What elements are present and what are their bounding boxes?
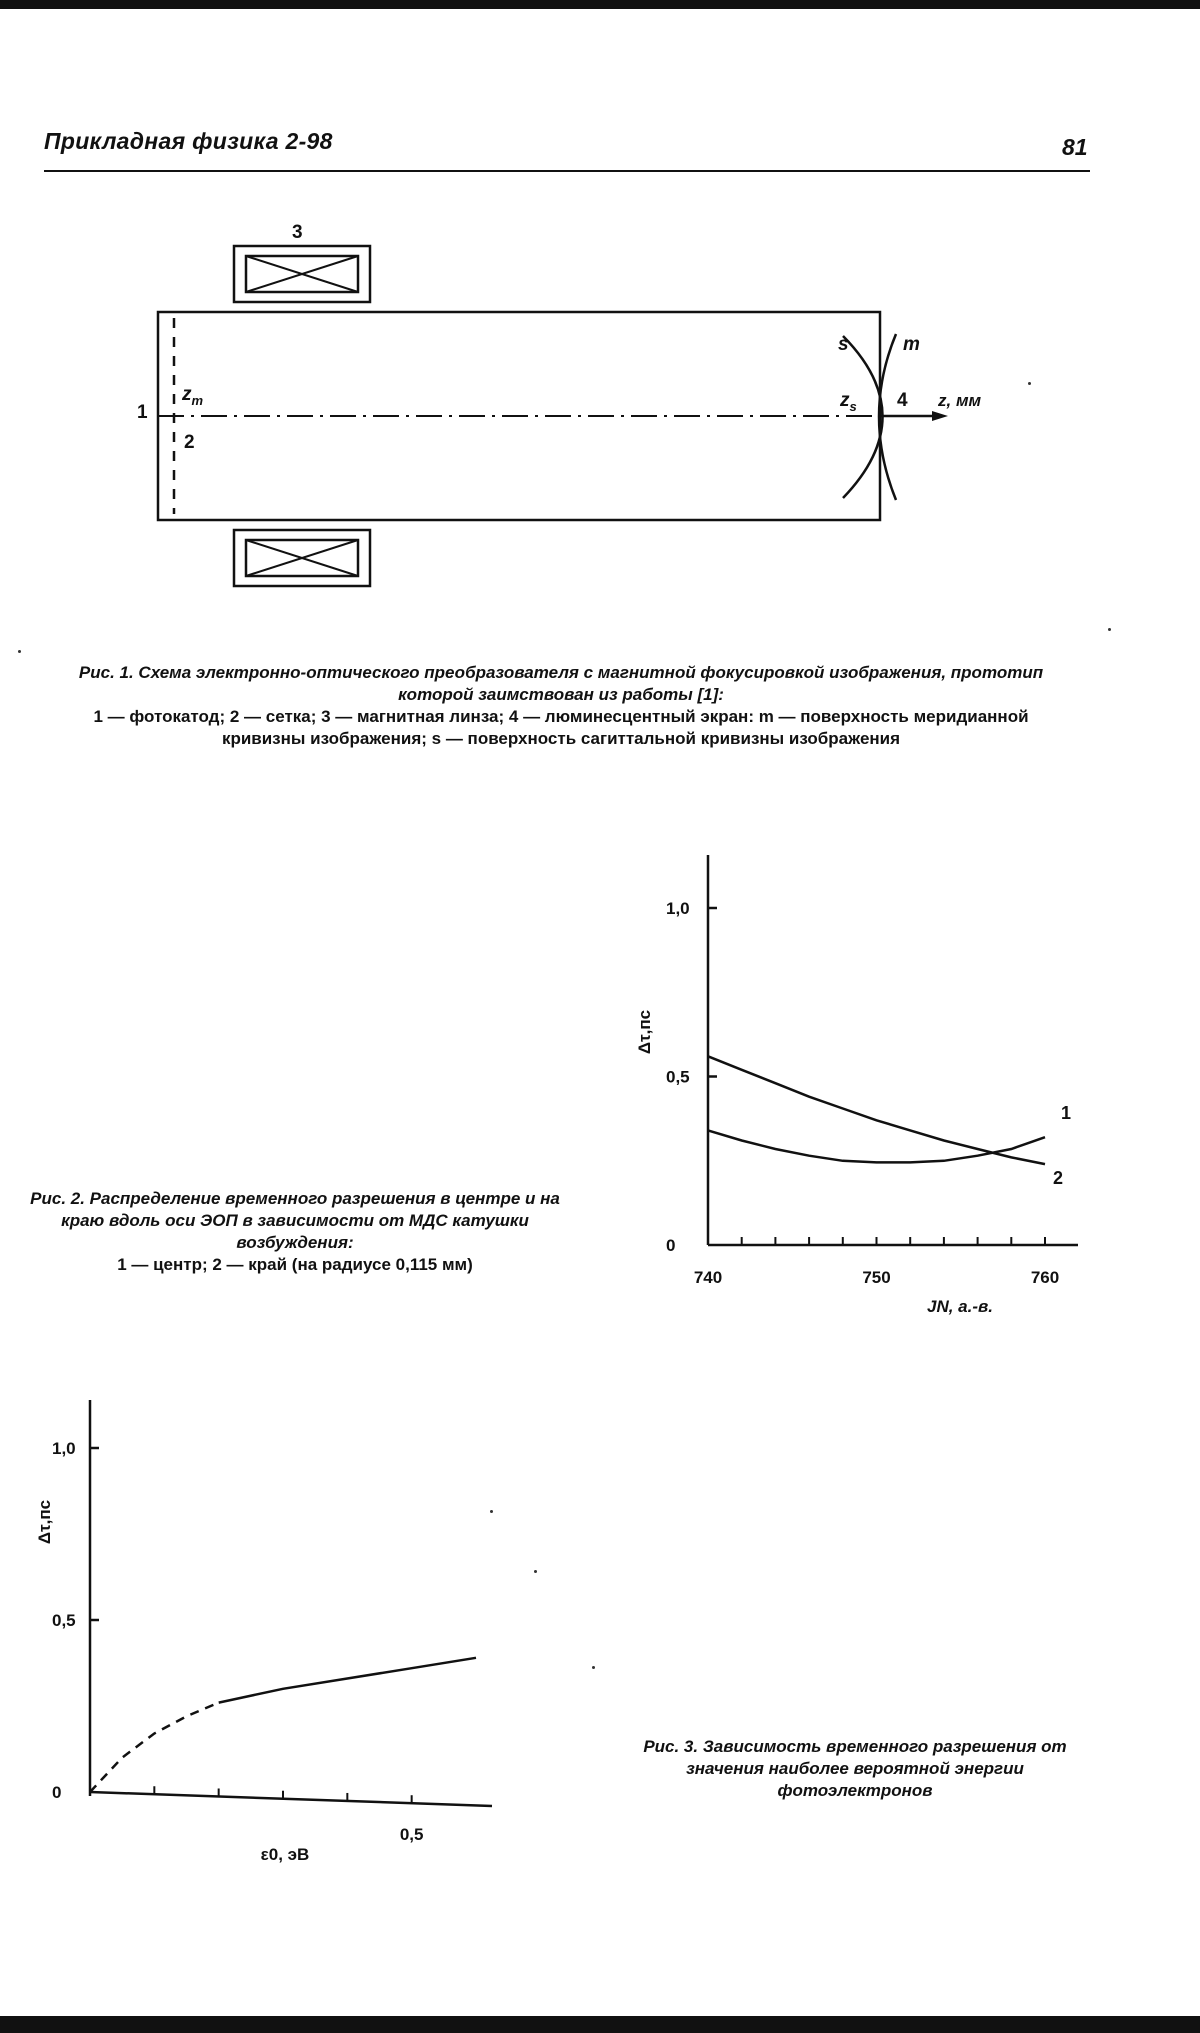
scan-speck [1028,382,1031,385]
figure1-caption-title: Рис. 1. Схема электронно-оптического преобразователя с магнитной фокусировкой изображения, прототип которой заимствован из работы [1]: [78,663,1044,704]
y-tick-label: 0,5 [52,1611,76,1630]
figure1-caption-body: 1 — фотокатод; 2 — сетка; 3 — магнитная линза; 4 — люминесцентный экран: m — поверхность меридианной кривизны изображения; s — поверхность сагиттальной кривизны изображения [93,707,1029,748]
scan-speck [592,1666,595,1669]
y-tick-label: 1,0 [666,899,690,918]
label-m-surface: m [903,334,920,355]
figure3-caption-text: Рис. 3. Зависимость временного разрешения от значения наиболее вероятной энергии фотоэлектронов [643,1737,1067,1800]
x-axis-label: ε0, эВ [260,1845,310,1864]
label-s-surface: s [838,334,849,355]
y-tick-label: 1,0 [52,1439,76,1458]
x-tick-label: 750 [862,1268,891,1287]
journal-title: Прикладная физика 2-98 [44,128,333,154]
label-zs: $z_s$ [840,390,857,414]
scan-bottom-border [0,2016,1200,2033]
figure3-caption [620,1736,1090,1802]
series-label-2: 2 [1053,1168,1064,1189]
scan-speck [18,650,21,653]
label-lens-num: 3 [292,222,303,243]
x-tick-label: 760 [1030,1268,1060,1287]
series-line-solid [219,1658,476,1703]
series-line-dashed [90,1703,219,1792]
label-zm: $z_m$ [182,384,204,408]
figure2-caption-title: Рис. 2. Распределение временного разрешения в центре и на краю вдоль оси ЭОП в зависимости от МДС катушки возбуждения: [30,1189,560,1252]
page-number: 81 [1062,134,1088,160]
y-tick-label: 0 [52,1783,62,1802]
series-label-1: 1 [1061,1103,1072,1124]
figure2-caption-body: 1 — центр; 2 — край (на радиусе 0,115 мм) [117,1255,473,1274]
y-axis-label: Δτ,пс [35,1499,54,1545]
scan-speck [534,1570,537,1573]
x-axis-label: JN, а.-в. [926,1297,994,1316]
scan-speck [490,1510,493,1513]
label-grid-num: 2 [184,432,195,453]
y-axis-label: Δτ,пс [635,1009,654,1055]
label-axis-z: z, мм [938,391,982,410]
x-tick-label: 0,5 [399,1825,424,1844]
scan-speck [1108,628,1111,631]
label-screen-num: 4 [897,390,908,411]
x-tick-label: 740 [693,1268,723,1287]
y-tick-label: 0,5 [666,1067,690,1087]
y-tick-label: 0 [666,1236,676,1255]
x-axis [90,1792,492,1806]
label-photocathode-num: 1 [137,402,148,423]
